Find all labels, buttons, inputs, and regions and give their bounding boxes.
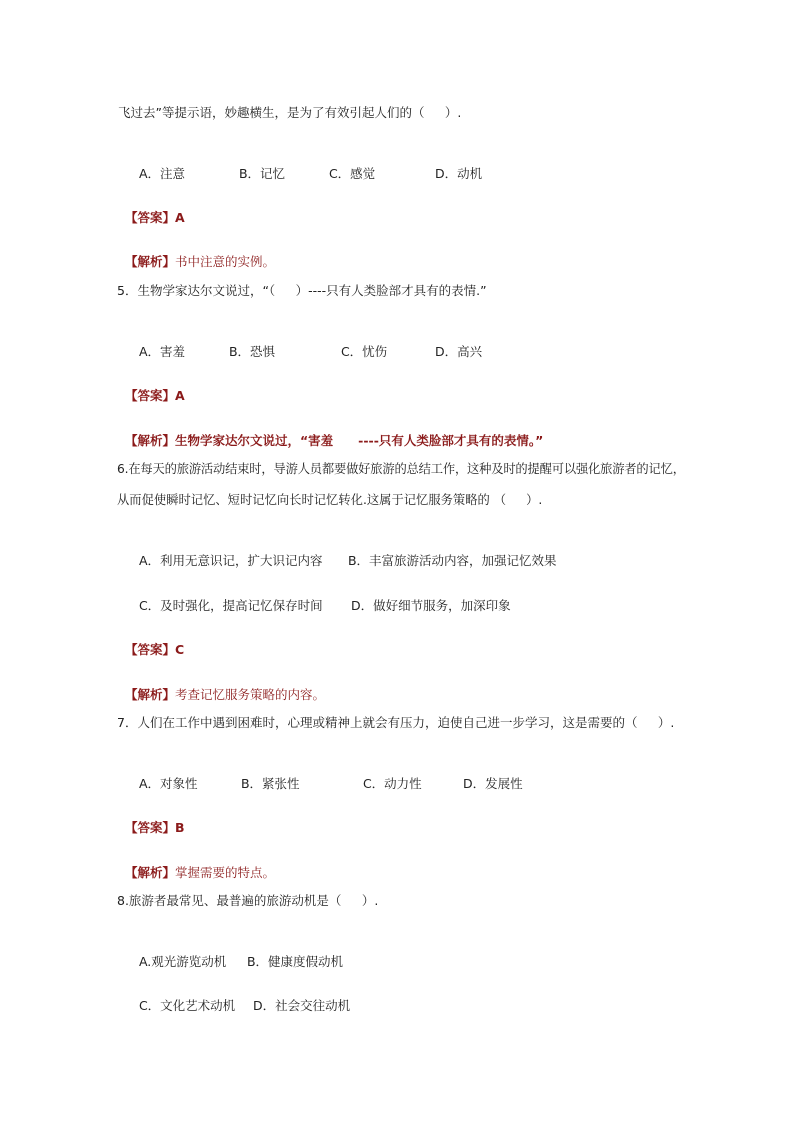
answer-value: B <box>174 820 185 835</box>
q4-answer <box>117 194 185 226</box>
analysis-tag: 【解析】 <box>124 687 175 702</box>
q4-option-c: C．感觉 <box>328 166 376 181</box>
q7-option-a: A．对象性 <box>138 776 198 791</box>
q4-options <box>131 150 482 182</box>
q5-option-a: A．害羞 <box>138 344 186 359</box>
q4-analysis <box>117 238 275 270</box>
q5-options <box>131 328 482 360</box>
q7-stem: 7．人们在工作中遇到困难时，心理或精神上就会有压力，迫使自己进一步学习，这是需要的（ ）. <box>117 715 675 730</box>
q6-option-d: D．做好细节服务，加深印象 <box>350 598 511 613</box>
analysis-text: 掌握需要的特点。 <box>174 865 275 880</box>
q6-answer <box>117 626 184 658</box>
q6-option-b: B．丰富旅游活动内容，加强记忆效果 <box>347 553 557 568</box>
answer-tag: 【答案】 <box>124 388 175 403</box>
q4-option-d: D．动机 <box>434 166 483 181</box>
answer-value: A <box>174 210 185 225</box>
q8-option-a: A.观光游览动机 <box>138 954 227 969</box>
q7-option-c: C．动力性 <box>362 776 422 791</box>
q6-option-a: A．利用无意识记，扩大识记内容 <box>138 553 323 568</box>
q7-option-b: B．紧张性 <box>240 776 300 791</box>
q5-stem: 5．生物学家达尔文说过，“（ ）----只有人类脸部才具有的表情.” <box>117 283 487 298</box>
q6-analysis <box>117 671 325 703</box>
q6-stem-line1: 6.在每天的旅游活动结束时，导游人员都要做好旅游的总结工作，这种及时的提醒可以强化旅游者的记忆， <box>117 462 685 476</box>
q5-analysis <box>117 417 543 449</box>
q8-stem: 8.旅游者最常见、最普遍的旅游动机是（ ）. <box>117 893 379 908</box>
analysis-tag: 【解析】 <box>124 865 175 880</box>
q6-stem-line2: 从而促使瞬时记忆、短时记忆向长时记忆转化.这属于记忆服务策略的 （ ）. <box>117 493 543 507</box>
q8-options-row1 <box>131 938 343 970</box>
answer-tag: 【答案】 <box>124 210 175 225</box>
q7-options <box>131 760 523 792</box>
answer-tag: 【答案】 <box>124 820 175 835</box>
q7-option-d: D．发展性 <box>462 776 523 791</box>
q7-answer <box>117 804 185 836</box>
q8-option-c: C．文化艺术动机 <box>138 998 236 1013</box>
analysis-text: 考查记忆服务策略的内容。 <box>174 687 325 702</box>
q4-option-a: A．注意 <box>138 166 186 181</box>
q8-option-b: B．健康度假动机 <box>246 954 344 969</box>
analysis-tag: 【解析】 <box>124 433 175 448</box>
q8-options-row2 <box>131 982 350 1014</box>
analysis-text: 书中注意的实例。 <box>174 254 275 269</box>
q5-option-c: C．忧伤 <box>340 344 388 359</box>
analysis-tag: 【解析】 <box>124 254 175 269</box>
q7-analysis <box>117 849 275 881</box>
answer-value: C <box>174 642 185 657</box>
q5-option-b: B．恐惧 <box>228 344 276 359</box>
q6-option-c: C．及时强化，提高记忆保存时间 <box>138 598 323 613</box>
q6-options-row1 <box>131 537 557 569</box>
q4-stem: 飞过去”等提示语，妙趣横生，是为了有效引起人们的（ ）. <box>118 105 462 120</box>
q5-option-d: D．高兴 <box>434 344 483 359</box>
q6-options-row2 <box>131 582 511 614</box>
q5-answer <box>117 372 185 404</box>
answer-tag: 【答案】 <box>124 642 175 657</box>
analysis-text: 生物学家达尔文说过，“害羞 ----只有人类脸部才具有的表情。” <box>174 433 544 448</box>
answer-value: A <box>174 388 185 403</box>
q8-option-d: D．社会交往动机 <box>252 998 351 1013</box>
q4-option-b: B．记忆 <box>238 166 286 181</box>
